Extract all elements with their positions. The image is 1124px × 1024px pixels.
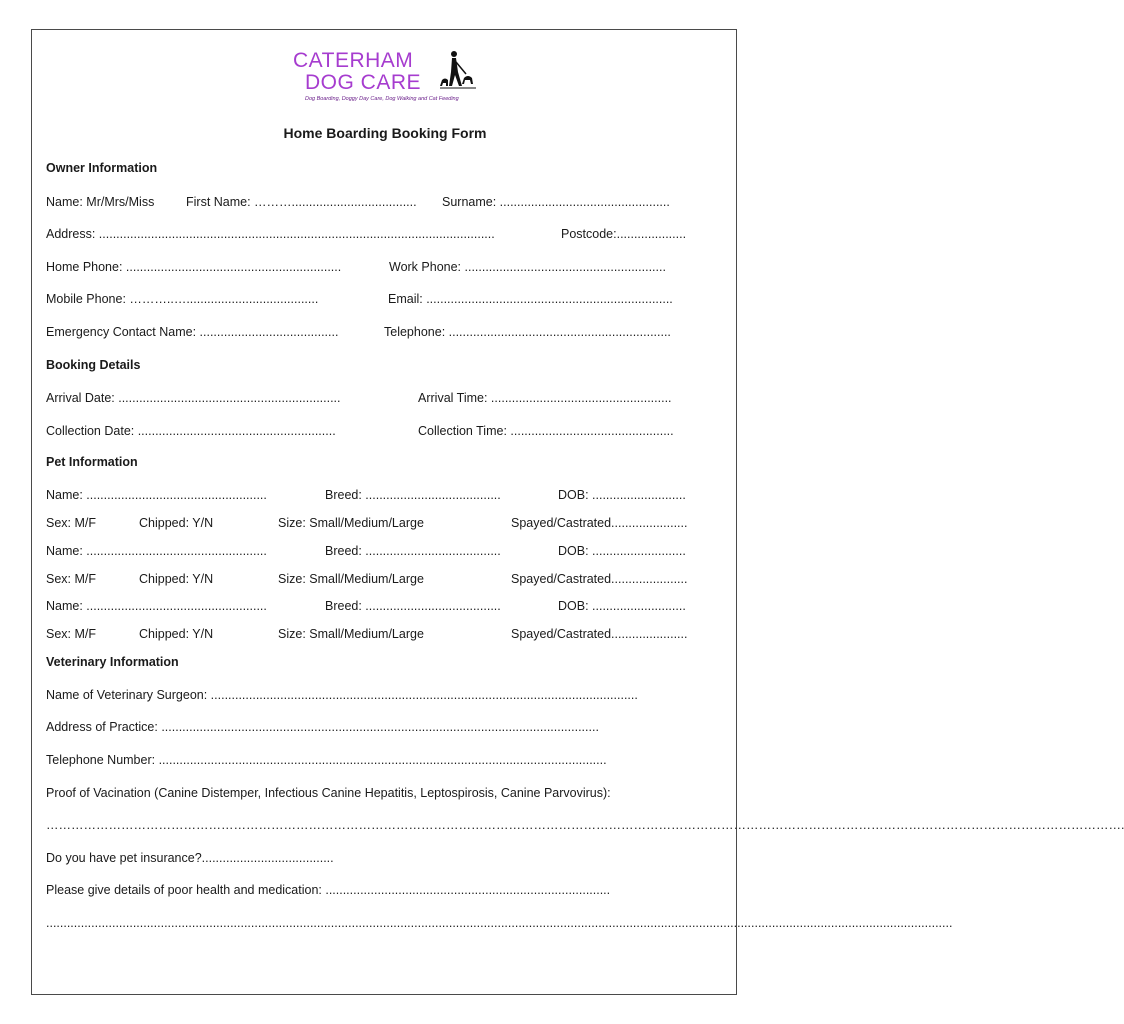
pet-breed-field[interactable]: Breed: .......................................	[325, 544, 501, 558]
pet-name-row	[46, 542, 708, 560]
pet-details-row	[46, 570, 708, 588]
company-logo	[290, 50, 480, 106]
arrival-time-field[interactable]: Arrival Time: ....................................................	[418, 391, 672, 405]
first-name-field[interactable]: First Name: ………....................................	[186, 195, 417, 209]
pet-spayed-field[interactable]: Spayed/Castrated......................	[511, 516, 688, 530]
pet-details-row	[46, 514, 708, 532]
owner-heading: Owner Information	[46, 161, 158, 175]
emergency-contact-field[interactable]: Emergency Contact Name: ........................................	[46, 325, 339, 339]
vet-telephone-field[interactable]: Telephone Number: .................................................................................................................................	[46, 753, 607, 767]
arrival-date-field[interactable]: Arrival Date: ................................................................	[46, 391, 341, 405]
pet-sex-field[interactable]: Sex: M/F	[46, 572, 97, 586]
health-field[interactable]: Please give details of poor health and medication: ..................................................................................	[46, 883, 611, 897]
emergency-row	[46, 323, 708, 341]
practice-address-field[interactable]: Address of Practice: ..............................................................................................................................	[46, 720, 599, 734]
health-dots-field[interactable]: .....................................................................................................................................................................................................................................................................	[46, 916, 953, 930]
vet-heading: Veterinary Information	[46, 655, 179, 669]
pet-chipped-field[interactable]: Chipped: Y/N	[139, 572, 214, 586]
pet-breed-field[interactable]: Breed: .......................................	[325, 599, 501, 613]
work-phone-field[interactable]: Work Phone: ..........................................................	[389, 260, 666, 274]
pet-size-field[interactable]: Size: Small/Medium/Large	[278, 627, 424, 641]
email-field[interactable]: Email: .......................................................................	[388, 292, 673, 306]
postcode-field[interactable]: Postcode:....................	[561, 227, 687, 241]
pet-name-row	[46, 486, 708, 504]
pet-spayed-field[interactable]: Spayed/Castrated......................	[511, 627, 688, 641]
owner-name-row	[46, 193, 708, 211]
telephone-field[interactable]: Telephone: ................................................................	[384, 325, 671, 339]
arrival-row	[46, 389, 708, 407]
pet-name-row	[46, 597, 708, 615]
pet-spayed-field[interactable]: Spayed/Castrated......................	[511, 572, 688, 586]
pet-sex-field[interactable]: Sex: M/F	[46, 516, 97, 530]
pet-chipped-field[interactable]: Chipped: Y/N	[139, 516, 214, 530]
logo-tagline: Dog Boarding, Doggy Day Care, Dog Walking and Cat Feeding	[305, 96, 459, 102]
booking-heading: Booking Details	[46, 358, 141, 372]
surname-field[interactable]: Surname: .................................................	[442, 195, 670, 209]
home-phone-field[interactable]: Home Phone: ..............................................................	[46, 260, 342, 274]
collection-row	[46, 422, 708, 440]
pet-sex-field[interactable]: Sex: M/F	[46, 627, 97, 641]
insurance-field[interactable]: Do you have pet insurance?......................................	[46, 851, 334, 865]
logo-line2: DOG CARE	[305, 71, 422, 94]
pet-heading: Pet Information	[46, 455, 138, 469]
pet-name-field[interactable]: Name: ....................................................	[46, 599, 267, 613]
phone-row	[46, 258, 708, 276]
pet-dob-field[interactable]: DOB: ...........................	[558, 544, 686, 558]
vaccination-field[interactable]: …………………………………………………………………………………………………………………………………………………………………………………………………………………………………….	[46, 818, 1124, 832]
pet-name-field[interactable]: Name: ....................................................	[46, 544, 267, 558]
pet-chipped-field[interactable]: Chipped: Y/N	[139, 627, 214, 641]
pet-details-row	[46, 625, 708, 643]
collection-date-field[interactable]: Collection Date: .........................................................	[46, 424, 336, 438]
address-field[interactable]: Address: ..................................................................................................................	[46, 227, 495, 241]
pet-size-field[interactable]: Size: Small/Medium/Large	[278, 516, 424, 530]
pet-dob-field[interactable]: DOB: ...........................	[558, 488, 686, 502]
address-row	[46, 225, 708, 243]
pet-size-field[interactable]: Size: Small/Medium/Large	[278, 572, 424, 586]
mobile-phone-field[interactable]: Mobile Phone: ………..…......................................	[46, 292, 319, 306]
vaccination-label: Proof of Vacination (Canine Distemper, Infectious Canine Hepatitis, Leptospirosis, Canine Parvovirus):	[46, 786, 611, 800]
name-title-field[interactable]: Name: Mr/Mrs/Miss	[46, 195, 155, 209]
vet-surgeon-field[interactable]: Name of Veterinary Surgeon: ...........................................................................................................................	[46, 688, 638, 702]
mobile-row	[46, 290, 708, 308]
pet-breed-field[interactable]: Breed: .......................................	[325, 488, 501, 502]
dog-walker-icon	[440, 50, 476, 96]
collection-time-field[interactable]: Collection Time: ...............................................	[418, 424, 674, 438]
form-title: Home Boarding Booking Form	[283, 125, 487, 141]
logo-line1: CATERHAM	[293, 49, 414, 72]
pet-dob-field[interactable]: DOB: ...........................	[558, 599, 686, 613]
pet-name-field[interactable]: Name: ....................................................	[46, 488, 267, 502]
